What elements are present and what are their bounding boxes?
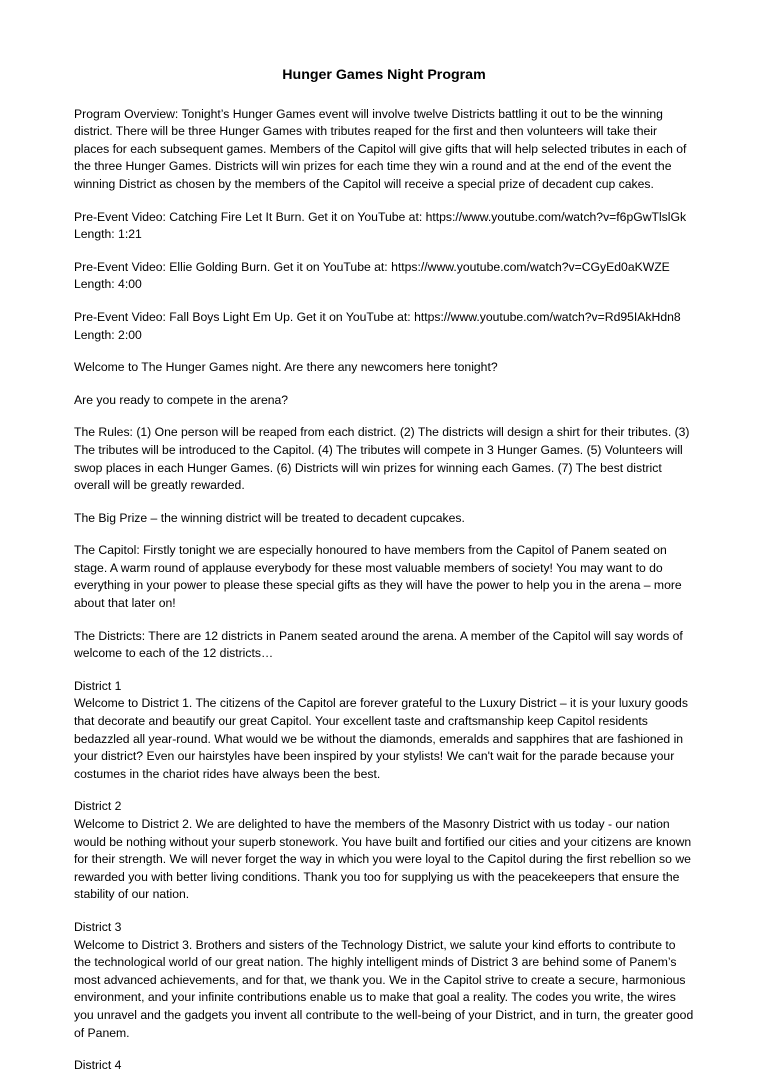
video-line: Pre-Event Video: Catching Fire Let It Burn. Get it on YouTube at: https://www.youtube.com/watch?v=f6pGwTlslGk bbox=[74, 209, 687, 224]
video-line: Pre-Event Video: Fall Boys Light Em Up. Get it on YouTube at: https://www.youtube.com/watch?v=Rd95IAkHdn8 bbox=[74, 309, 681, 324]
district-3-section bbox=[74, 919, 694, 1042]
rules-paragraph: The Rules: (1) One person will be reaped from each district. (2) The districts will design a shirt for their tributes. (3) The tributes will be introduced to the Capitol. (4) The tributes will compete in 3 Hunger Games. (5) Volunteers will swop places in each Hunger Games. (6) Districts will win prizes for winning each Games. (7) The best district overall will be greatly rewarded. bbox=[74, 425, 690, 493]
welcome-paragraph: Welcome to The Hunger Games night. Are there any newcomers here tonight? bbox=[74, 360, 498, 375]
video-length: Length: 1:21 bbox=[74, 227, 142, 242]
district-text: Welcome to District 3. Brothers and sisters of the Technology District, we salute your kind efforts to contribute to the technological world of our great nation. The highly intelligent minds of District 3 are behind some of Panem’s most advanced achievements, and for that, we thank you. We in the Capitol strive to create a secure, harmonious environment, and your infinite contributions enable us to make that goal a reality. The codes you write, the wires you unravel and the gadgets you invent all contribute to the well-being of your District, and in turn, the greater good of Panem. bbox=[74, 937, 694, 1040]
district-heading: District 2 bbox=[74, 799, 122, 814]
big-prize-paragraph: The Big Prize – the winning district will be treated to decadent cupcakes. bbox=[74, 510, 465, 525]
districts-intro-paragraph: The Districts: There are 12 districts in Panem seated around the arena. A member of the Capitol will say words of welcome to each of the 12 districts… bbox=[74, 628, 683, 661]
district-text: Welcome to District 1. The citizens of the Capitol are forever grateful to the Luxury District – it is your luxury goods that decorate and beautify our great Capitol. Your excellent taste and craftsmanship keep Capitol residents bedazzled all year-round. What would we be without the diamonds, emeralds and sapphires that are fashioned in your district? Even our hairstyles have been inspired by your stylists! We can't wait for the parade because your costumes in the chariot rides have always been the best. bbox=[74, 696, 688, 781]
district-heading: District 1 bbox=[74, 678, 122, 693]
district-4-section bbox=[74, 1057, 694, 1075]
video-length: Length: 2:00 bbox=[74, 327, 142, 342]
video-line: Pre-Event Video: Ellie Golding Burn. Get it on YouTube at: https://www.youtube.com/watch?v=CGyEd0aKWZE bbox=[74, 259, 670, 274]
video-entry-3 bbox=[74, 309, 694, 344]
document-title: Hunger Games Night Program bbox=[282, 67, 486, 83]
district-text: Welcome to District 2. We are delighted to have the members of the Masonry District with us today - our nation would be nothing without your superb stonework. You have built and fortified our cities and your citizens are known for their strength. We will never forget the way in which you were loyal to the Capitol during the first rebellion so we rewarded you with better living conditions. Thank you too for supplying us with the peacekeepers that ensure the stability of our nation. bbox=[74, 817, 692, 902]
video-length: Length: 4:00 bbox=[74, 277, 142, 292]
ready-paragraph: Are you ready to compete in the arena? bbox=[74, 392, 289, 407]
district-1-section bbox=[74, 678, 694, 784]
video-entry-1 bbox=[74, 209, 694, 244]
program-overview: Program Overview: Tonight’s Hunger Games event will involve twelve Districts battling it out to be the winning district. There will be three Hunger Games with tributes reaped for the first and then volunteers will take their places for each subsequent games. Members of the Capitol will give gifts that will help selected tributes in each of the three Hunger Games. Districts will win prizes for each time they win a round and at the end of the event the winning District as chosen by the members of the Capitol will receive a special prize of decadent cup cakes. bbox=[74, 106, 687, 191]
capitol-paragraph: The Capitol: Firstly tonight we are especially honoured to have members from the Capitol of Panem seated on stage. A warm round of applause everybody for these most valuable members of society! You may want to do everything in your power to please these special gifts as they will have the power to help you in the arena – more about that later on! bbox=[74, 543, 682, 611]
district-2-section bbox=[74, 798, 694, 904]
video-entry-2 bbox=[74, 259, 694, 294]
district-heading: District 4 bbox=[74, 1058, 122, 1073]
district-heading: District 3 bbox=[74, 919, 122, 934]
